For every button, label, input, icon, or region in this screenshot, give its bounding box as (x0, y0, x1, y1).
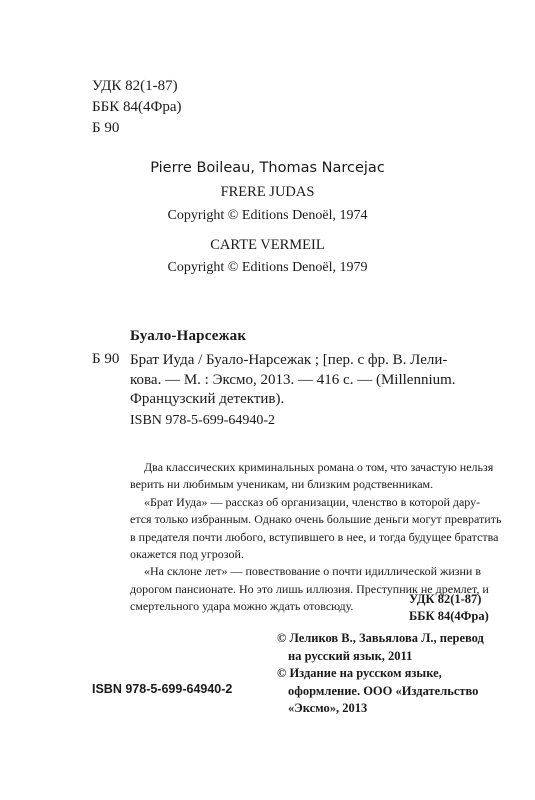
bbk-code: ББК 84(4Фра) (92, 99, 182, 115)
author-mark: Б 90 (92, 120, 120, 136)
description-line: Французский детектив). (130, 391, 285, 407)
copyright-line: © Леликов В., Завьялова Л., перевод (277, 631, 484, 645)
original-credits (0, 0, 535, 300)
annotation-line: Два классических криминальных романа о том, что зачастую нельзя (144, 460, 494, 474)
annotation-line: в предателя почти любого, вступившего в нее, и тогда будущее братства (130, 529, 499, 544)
udk-code: УДК 82(1-87) (92, 78, 178, 94)
copyright-line: «Эксмо», 2013 (288, 701, 368, 716)
description-line: кова. — М. : Эксмо, 2013. — 416 с. — (Millennium. (130, 371, 456, 388)
original-title-1: FRERE JUDAS (220, 184, 315, 200)
bibliographic-description (130, 351, 460, 410)
annotation-line: дорогом пансионате. Но это лишь иллюзия. Преступник не дремлет, и (130, 581, 489, 596)
catalog-author: Буало-Нарсежак (130, 328, 247, 344)
annotation-line: «На склоне лет» — повествование о почти идиллической жизни в (144, 564, 481, 579)
russian-copyright (277, 630, 484, 718)
udk-block-bottom (409, 591, 489, 625)
bbk-code: ББК 84(4Фра) (409, 609, 489, 623)
copyright-line: на русский язык, 2011 (288, 648, 413, 663)
copyright-line: © Издание на русском языке, (277, 666, 442, 681)
copyright-line: оформление. ООО «Издательство (288, 683, 479, 698)
copyright-line-1: Copyright © Editions Denoël, 1974 (167, 208, 368, 223)
annotation-line: верить ни любимым ученикам, ни близким родственникам. (130, 477, 434, 492)
catalog-code: Б 90 (92, 351, 120, 367)
annotation-line: ется только избранным. Однако очень большие деньги могут превратить (130, 512, 502, 527)
annotation-line: смертельного удара можно ждать отовсюду. (130, 599, 354, 614)
annotation-line: «Брат Иуда» — рассказ об организации, членство в которой дару- (144, 494, 481, 509)
isbn-bottom: ISBN 978-5-699-64940-2 (92, 682, 233, 696)
original-authors: Pierre Boileau, Thomas Narcejac (150, 160, 385, 176)
copyright-line-2: Copyright © Editions Denoël, 1979 (167, 260, 368, 275)
annotation-line: окажется под угрозой. (130, 547, 244, 562)
udk-code: УДК 82(1-87) (409, 592, 482, 606)
original-title-2: CARTE VERMEIL (210, 237, 325, 253)
description-line: Брат Иуда / Буало-Нарсежак ; [пер. с фр. В. Лели- (130, 352, 448, 368)
isbn-catalog: ISBN 978-5-699-64940-2 (130, 413, 276, 428)
